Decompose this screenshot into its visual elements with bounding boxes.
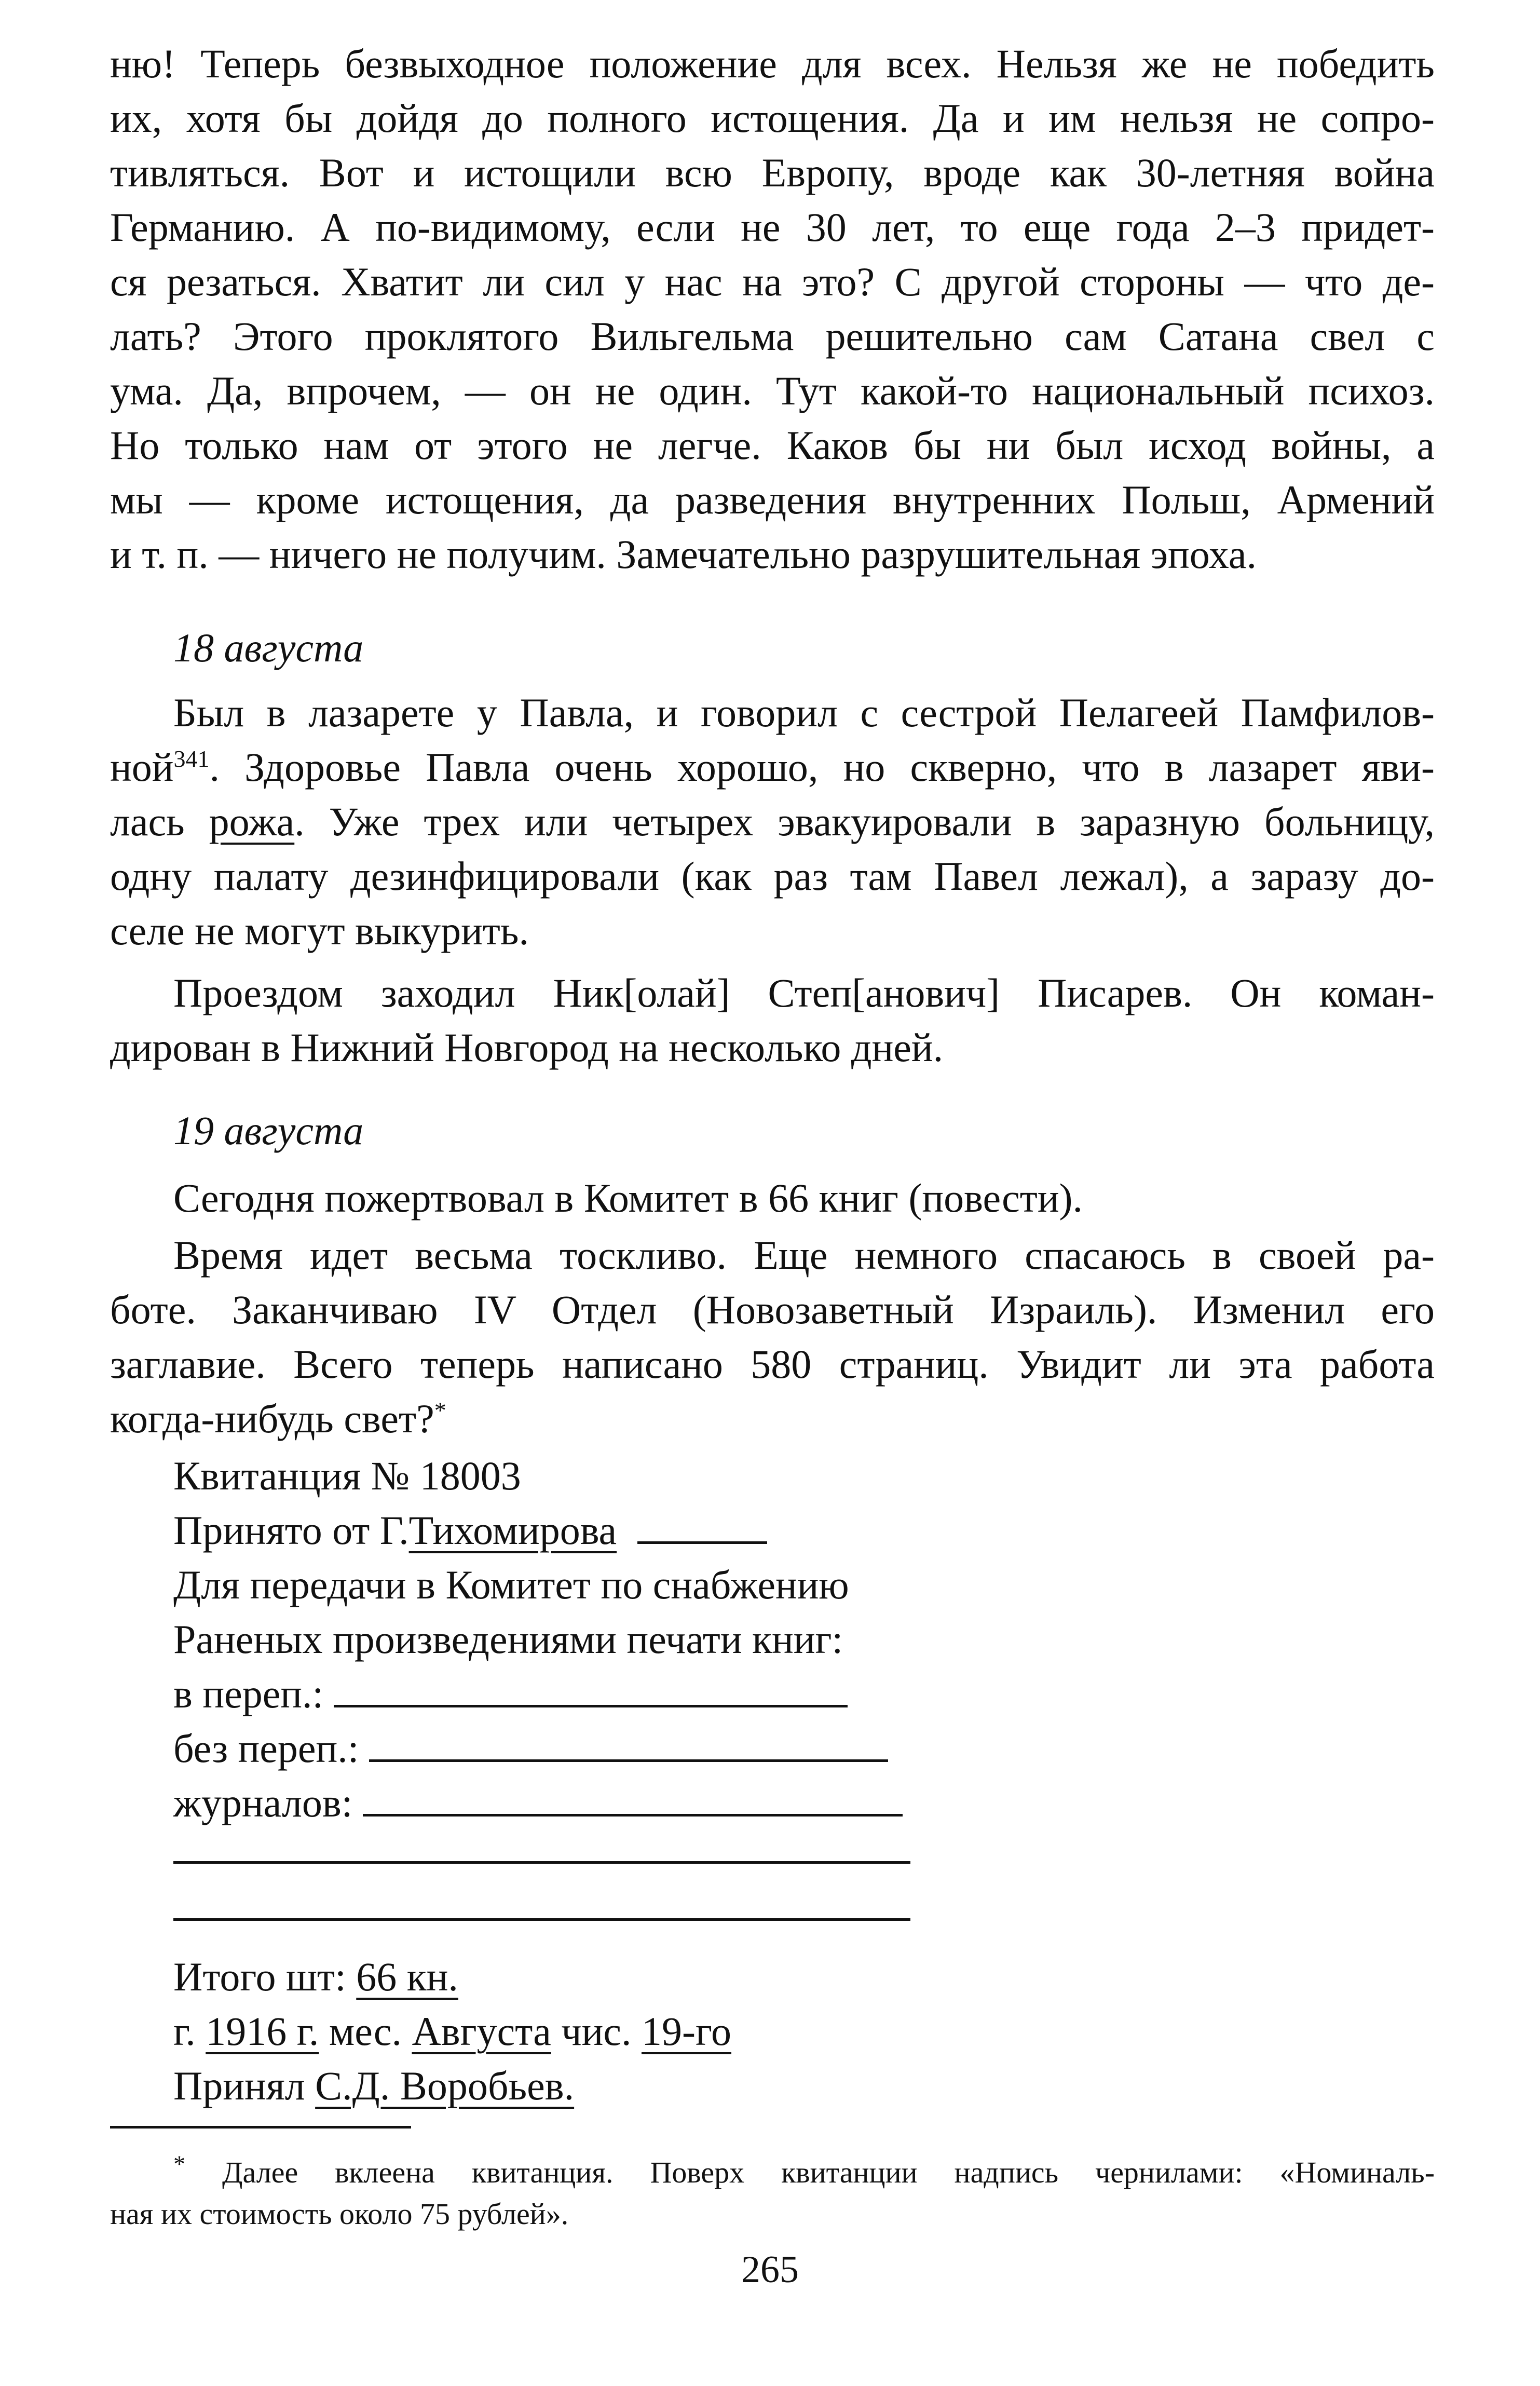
receipt-from-label: Принято от Г. (173, 1508, 409, 1553)
blank-line (369, 1723, 888, 1762)
date-heading: 19 августа (173, 1108, 364, 1153)
text-line: их, хотя бы дойдя до полного истощения. Да и им нельзя не сопро- (110, 96, 1435, 141)
receipt-year-value: 1916 г. (206, 2009, 319, 2054)
text-line: одну палату дезинфицировали (как раз там Павел лежал), а заразу до- (110, 853, 1435, 899)
footnote-reference: 341 (173, 745, 210, 772)
text-line: мы — кроме истощения, да разведения внутренних Польш, Армений (110, 477, 1435, 522)
text-line: лать? Этого проклятого Вильгельма решительно сам Сатана свел с (110, 314, 1435, 359)
text-segment: ной (110, 744, 174, 790)
text-line: ню! Теперь безвыходное положение для всех. Нельзя же не победить (110, 41, 1435, 86)
paragraph-3 (110, 966, 1435, 1075)
date-heading: 18 августа (173, 625, 364, 670)
paragraph-4 (110, 1171, 1435, 1225)
receipt-day-label: чис. (561, 2009, 632, 2054)
receipt-bound-label: в переп.: (173, 1671, 324, 1716)
receipt-purpose-2: Раненых произведениями печати книг: (173, 1617, 843, 1662)
receipt-journals-label: журналов: (173, 1780, 353, 1825)
receipt-from (173, 1503, 767, 1557)
receipt-total-row (173, 1949, 458, 2004)
blank-line (173, 1861, 910, 1864)
text-line: Но только нам от этого не легче. Каков бы ни был исход войны, а (110, 423, 1435, 468)
text-segment: лась (110, 799, 209, 844)
receipt-accepted-label: Принял (173, 2063, 305, 2108)
text-line: ума. Да, впрочем, — он не один. Тут какой-то национальный психоз. (110, 368, 1435, 413)
text-line (110, 794, 1435, 849)
receipt-accepted-row (173, 2058, 574, 2113)
text-segment: когда-нибудь свет? (110, 1396, 434, 1441)
paragraph-2 (110, 685, 1435, 958)
receipt-purpose-1: Для передачи в Комитет по снабжению (173, 1562, 849, 1607)
text-line: и т. п. — ничего не получим. Замечательно разрушительная эпоха. (110, 532, 1257, 577)
receipt-number: Квитанция № 18003 (173, 1453, 521, 1498)
text-line: боте. Заканчиваю IV Отдел (Новозаветный Израиль). Изменил его (110, 1287, 1435, 1332)
receipt-month-value: Августа (412, 2009, 551, 2054)
footnote (110, 2152, 1435, 2235)
blank-line (363, 1778, 903, 1816)
receipt-total-value: 66 кн. (356, 1954, 458, 1999)
footnote-mark: * (173, 2150, 185, 2177)
underlined-word: рожа (209, 799, 295, 844)
receipt-year-label: г. (173, 2009, 196, 2054)
receipt-unbound-label: без переп.: (173, 1726, 359, 1771)
blank-line (334, 1669, 848, 1707)
receipt-day-value: 19-го (641, 2009, 732, 2054)
page-number: 265 (741, 2248, 799, 2291)
text-line (110, 1391, 1435, 1446)
text-segment: . Здоровье Павла очень хорошо, но скверно, что в лазарет яви- (209, 744, 1435, 790)
receipt-total-label: Итого шт: (173, 1954, 346, 1999)
text-line: Сегодня пожертвовал в Комитет в 66 книг (повести). (173, 1175, 1083, 1221)
text-line (110, 740, 1435, 794)
receipt-from-value: Тихомирова (408, 1508, 617, 1553)
text-line: Время идет весьма тоскливо. Еще немного спасаюсь в своей ра- (173, 1232, 1435, 1278)
text-segment: . Уже трех или четырех эвакуировали в заразную больницу, (294, 799, 1435, 844)
receipt-accepted-value: С.Д. Воробьев. (315, 2063, 575, 2108)
text-line: Германию. А по-видимому, если не 30 лет, то еще года 2–3 придет- (110, 205, 1435, 250)
receipt-date-row (173, 2004, 731, 2058)
receipt-journals-row (173, 1775, 903, 1830)
paragraph-1 (110, 36, 1435, 581)
blank-line (637, 1505, 767, 1544)
blank-line (173, 1918, 910, 1921)
text-line: Был в лазарете у Павла, и говорил с сестрой Пелагеей Памфилов- (173, 690, 1435, 735)
text-line: заглавие. Всего теперь написано 580 страниц. Увидит ли эта работа (110, 1341, 1435, 1387)
receipt-month-label: мес. (329, 2009, 402, 2054)
text-line: дирован в Нижний Новгород на несколько дней. (110, 1025, 944, 1070)
receipt-bound-row (173, 1666, 848, 1721)
text-line: тивляться. Вот и истощили всю Европу, вроде как 30-летняя война (110, 150, 1435, 195)
text-line: ся резаться. Хватит ли сил у нас на это? С другой стороны — что де- (110, 259, 1435, 304)
note-mark: * (434, 1397, 446, 1424)
footnote-line: ная их стоимость около 75 рублей». (110, 2197, 569, 2231)
receipt-unbound-row (173, 1721, 888, 1775)
text-segment: Далее вклеена квитанция. Поверх квитанции надпись чернилами: «Номиналь- (222, 2155, 1435, 2189)
text-line: селе не могут выкурить. (110, 908, 529, 953)
footnote-line (110, 2152, 1435, 2193)
paragraph-5 (110, 1228, 1435, 1446)
footnote-divider (110, 2126, 411, 2129)
text-line: Проездом заходил Ник[олай] Степ[анович] Писарев. Он коман- (173, 970, 1435, 1015)
